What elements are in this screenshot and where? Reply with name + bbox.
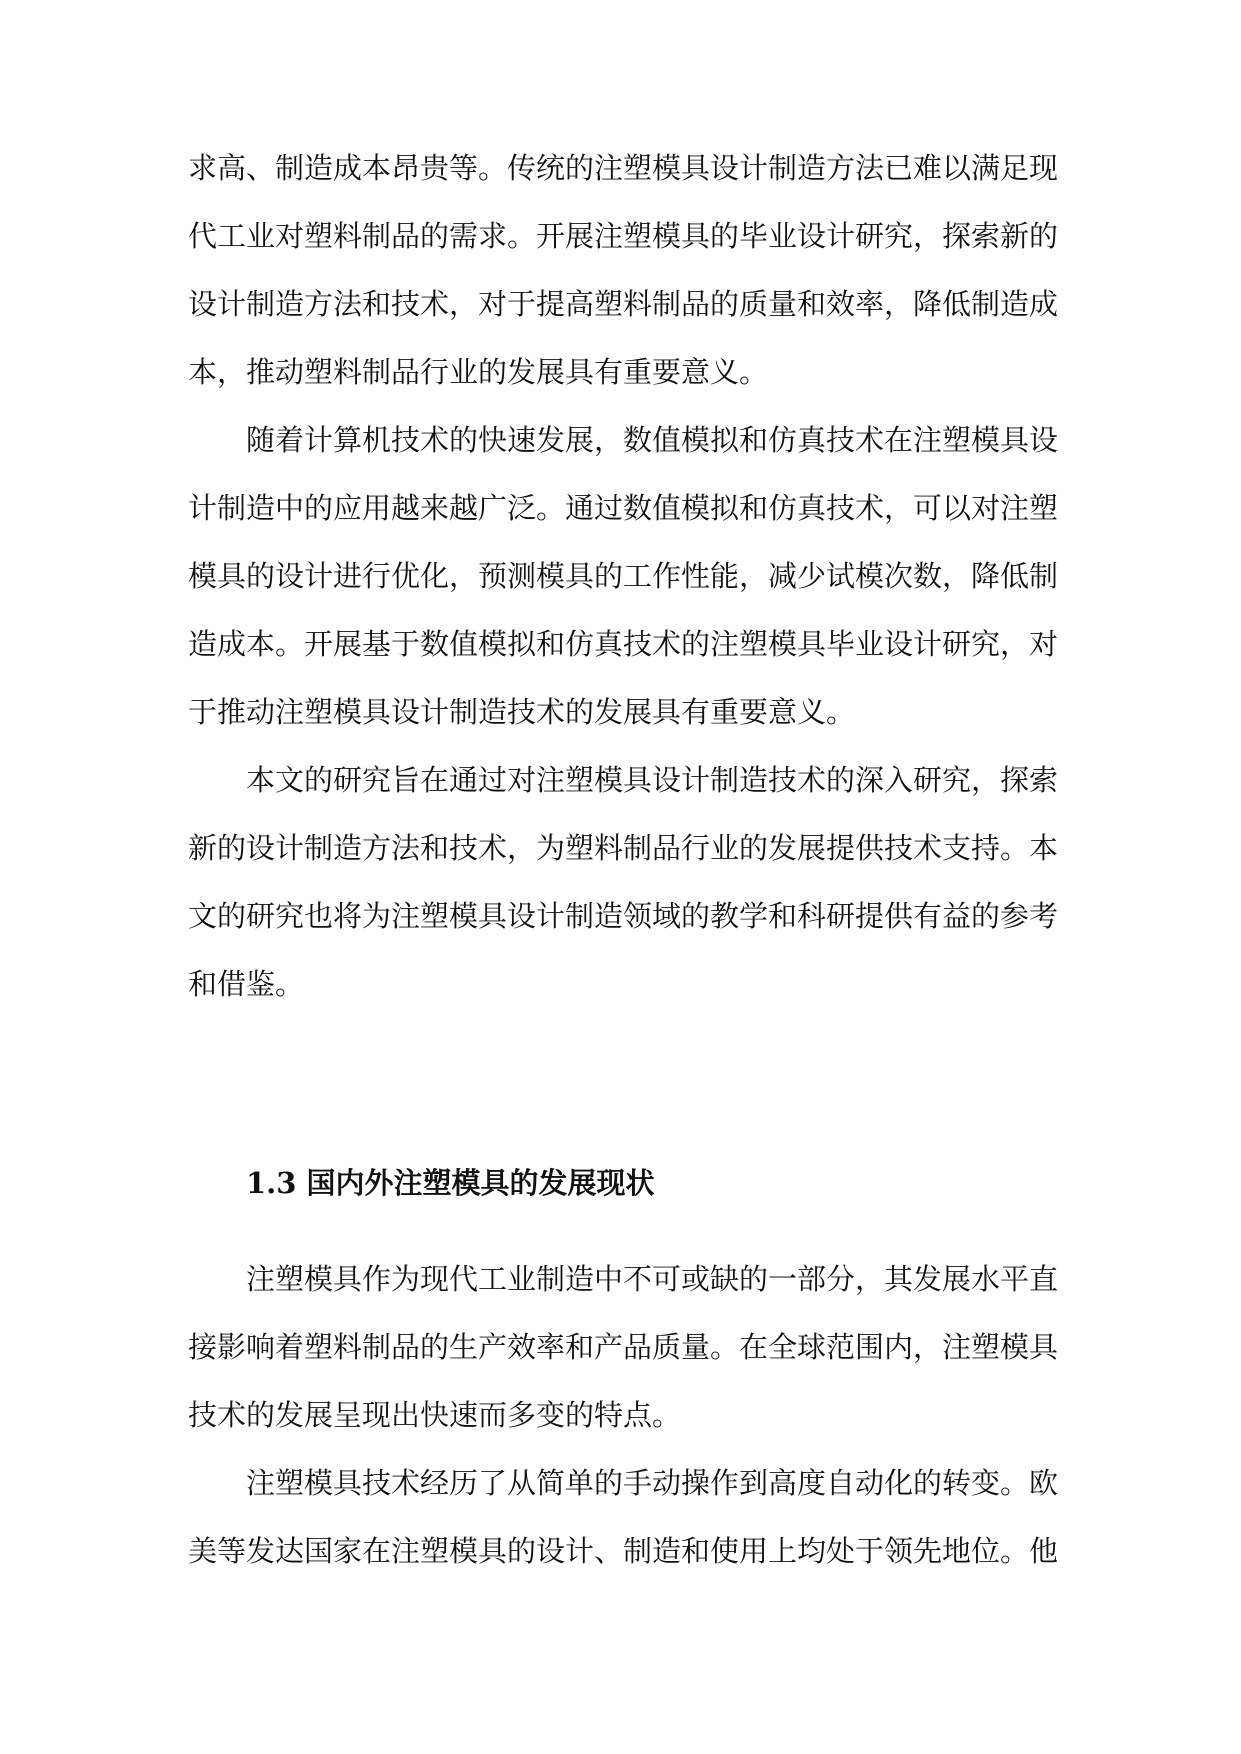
paragraph-simulation: 随着计算机技术的快速发展，数值模拟和仿真技术在注塑模具设计制造中的应用越来越广泛。通过数值模拟和仿真技术，可以对注塑模具的设计进行优化，预测模具的工作性能，减少试模次数，降低制造成本。开展基于数值模拟和仿真技术的注塑模具毕业设计研究，对于推动注塑模具设计制造技术的发展具有重要意义。	[188, 423, 1059, 729]
body-text-upper	[188, 134, 1058, 1018]
paragraph-purpose: 本文的研究旨在通过对注塑模具设计制造技术的深入研究，探索新的设计制造方法和技术，为塑料制品行业的发展提供技术支持。本文的研究也将为注塑模具设计制造领域的教学和科研提供有益的参考和借鉴。	[188, 763, 1059, 1001]
paragraph-continued: 求高、制造成本昂贵等。传统的注塑模具设计制造方法已难以满足现代工业对塑料制品的需求。开展注塑模具的毕业设计研究，探索新的设计制造方法和技术，对于提高塑料制品的质量和效率，降低制造成本，推动塑料制品行业的发展具有重要意义。	[188, 151, 1059, 389]
body-text-lower	[188, 1245, 1058, 1585]
section-heading: 1.3 国内外注塑模具的发展现状	[246, 1166, 655, 1200]
paragraph-overview: 注塑模具作为现代工业制造中不可或缺的一部分，其发展水平直接影响着塑料制品的生产效率和产品质量。在全球范围内，注塑模具技术的发展呈现出快速而多变的特点。	[188, 1262, 1059, 1432]
paragraph-history: 注塑模具技术经历了从简单的手动操作到高度自动化的转变。欧美等发达国家在注塑模具的设计、制造和使用上均处于领先地位。他	[188, 1466, 1059, 1568]
